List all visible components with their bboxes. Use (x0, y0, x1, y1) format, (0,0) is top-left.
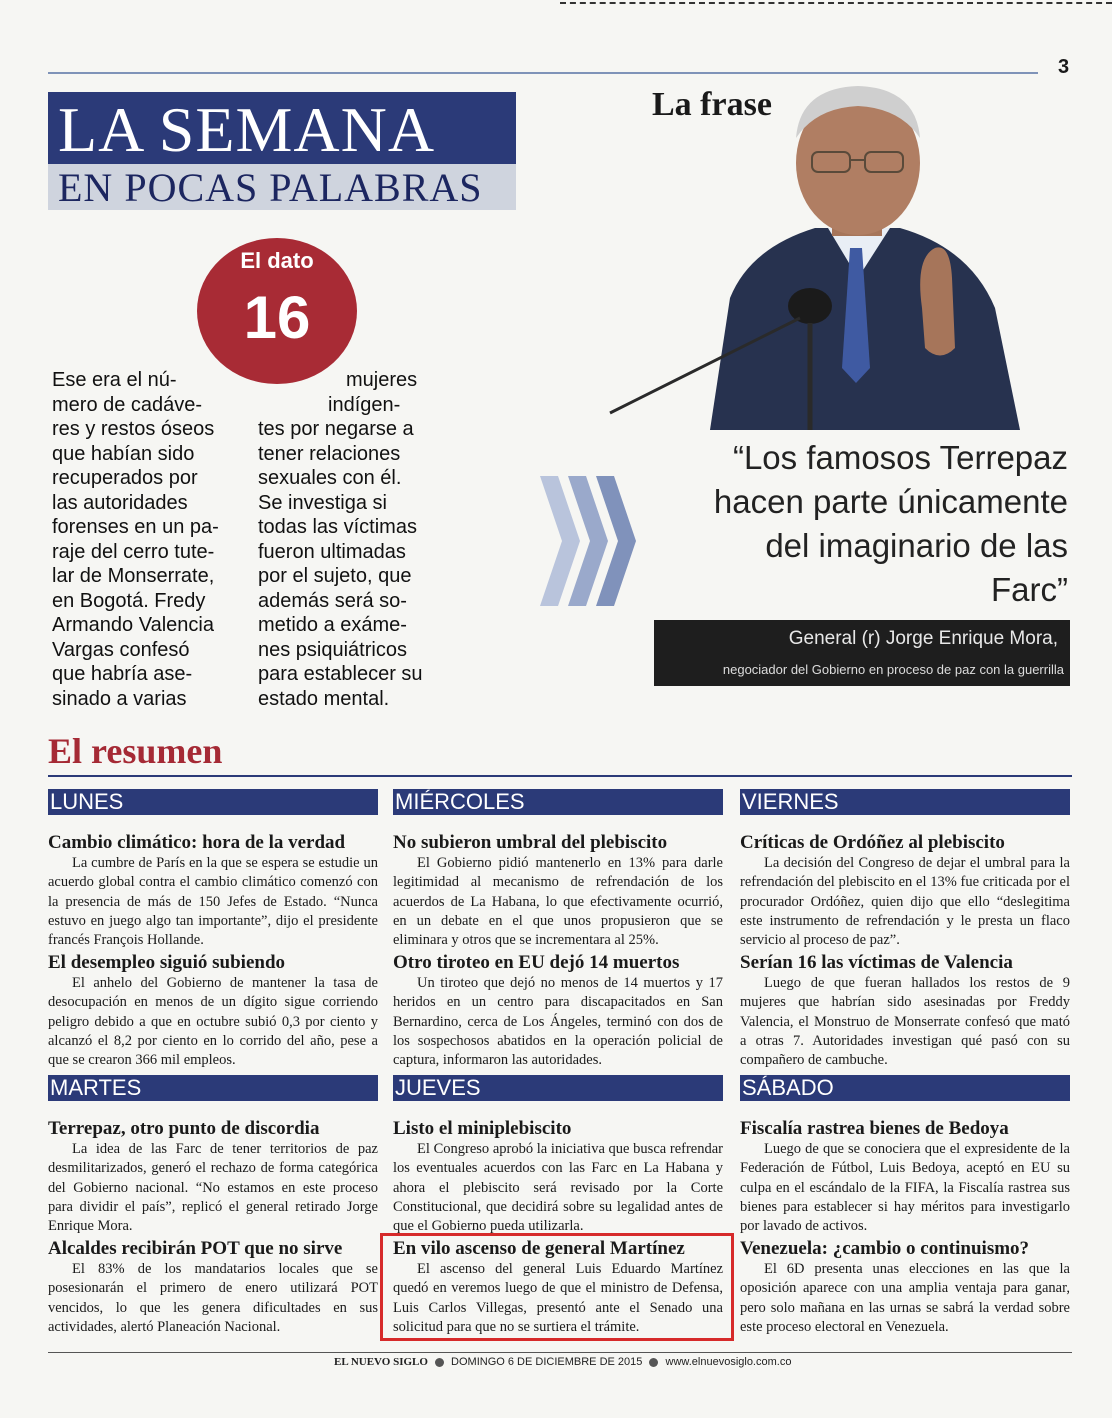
resumen-rule (48, 775, 1072, 777)
dato-value: 16 (243, 284, 311, 351)
story-headline: Fiscalía rastrea bienes de Bedoya (740, 1118, 1009, 1139)
footer (334, 1356, 791, 1368)
dato-text-line: raje del cerro tute- (52, 540, 215, 563)
frase-label: La frase (652, 86, 772, 123)
footer-rule (48, 1352, 1072, 1353)
dato-text-line: tes por negarse a (258, 418, 414, 440)
dato-text-line: que habría ase- (52, 663, 193, 685)
dato-text-line: Se investiga si (258, 491, 387, 514)
story-body: La cumbre de París en la que se espera se estudie un acuerdo global contra el cambio climático comenzó con la presencia de más de 150 Jefes de Estado. “Nunca estuvo en juego algo tan importante”, dijo el presidente francés François Hollande. (48, 855, 378, 949)
dato-text-line: indígen- (328, 393, 401, 416)
story-headline: Cambio climático: hora de la verdad (48, 832, 346, 853)
story-body: El Gobierno pidió mantenerlo en 13% para darle legitimidad al mecanismo de refrendación de los acuerdos de La Habana, lo que efectivamente ocurrió, en un debate en el que unos propusieron que se eliminara y otros que se incrementara al 25%. (393, 855, 723, 949)
story-headline: Terrepaz, otro punto de discordia (48, 1118, 320, 1139)
speaker-photo (600, 78, 1070, 430)
story-headline: Listo el miniplebiscito (393, 1118, 572, 1139)
quote-line: hacen parte únicamente (713, 483, 1068, 520)
story-body: El 6D presenta unas elecciones en las que la oposición aparece con una amplia ventaja para ganar, pero solo mañana en las urnas se sabrá la verdad sobre este proceso electoral en Venezuela. (740, 1261, 1070, 1335)
footer-dot-icon (435, 1358, 444, 1367)
story-headline: En vilo ascenso de general Martínez (393, 1238, 685, 1259)
story-headline: Críticas de Ordóñez al plebiscito (740, 832, 1005, 853)
story-body: La decisión del Congreso de dejar el umbral para la refrendación del plebiscito en el 13% fue criticada por el procurador Ordóñez, quien dijo que ello “deslegitima este instrumento de refrendación y le presta un flaco servicio al proceso de paz”. (740, 855, 1070, 949)
dato-text-line: las autoridades (52, 491, 188, 514)
dato-text-line: que habían sido (52, 442, 195, 465)
story-headline: Alcaldes recibirán POT que no sirve (48, 1238, 343, 1259)
dato-text-line: estado mental. (258, 687, 390, 710)
dato-text-line: sinado a varias (52, 687, 187, 710)
story-headline: Otro tiroteo en EU dejó 14 muertos (393, 952, 680, 973)
top-dashed-line (560, 2, 1112, 4)
frase-quote (652, 436, 1068, 612)
quote-line: “Los famosos Terrepaz (732, 439, 1068, 476)
dato-text-line: nes psiquiátricos (258, 638, 407, 661)
dato-text-line: fueron ultimadas (258, 540, 406, 563)
dato-text-line: en Bogotá. Fredy (52, 589, 206, 612)
attribution-role: negociador del Gobierno en proceso de paz con la guerrilla (722, 662, 1064, 677)
attribution-name: General (r) Jorge Enrique Mora, (788, 628, 1058, 649)
chevron-arrows-icon (540, 476, 644, 606)
quote-line: Farc” (991, 571, 1068, 608)
dato-text-line: Ese era el nú- (52, 369, 177, 391)
day-header-miércoles: MIÉRCOLES (393, 789, 723, 815)
dato-text-line: forenses en un pa- (52, 516, 219, 538)
footer-date: DOMINGO 6 DE DICIEMBRE DE 2015 (451, 1356, 643, 1368)
day-header-sábado: SÁBADO (740, 1075, 1070, 1101)
footer-url: www.elnuevosiglo.com.co (665, 1356, 792, 1368)
quote-line: del imaginario de las (765, 527, 1068, 564)
dato-text-line: metido a exáme- (258, 614, 407, 636)
day-header-viernes: VIERNES (740, 789, 1070, 815)
masthead-subtitle: EN POCAS PALABRAS (58, 165, 483, 210)
day-header-jueves: JUEVES (393, 1075, 723, 1101)
dato-text-line: res y restos óseos (52, 418, 215, 440)
footer-dot-icon (649, 1358, 658, 1367)
story-headline: El desempleo siguió subiendo (48, 952, 286, 973)
top-rule (48, 72, 1038, 74)
story-headline: Venezuela: ¿cambio o continuismo? (740, 1238, 1030, 1259)
dato-text-line: recuperados por (52, 467, 198, 489)
masthead (48, 92, 516, 210)
dato-column-2 (258, 368, 458, 713)
story-body: El ascenso del general Luis Eduardo Martínez quedó en veremos luego de que el ministro de Defensa, Luis Carlos Villegas, presentó ante el Senado una solicitud para que no se surtiera el trámite. (393, 1261, 723, 1335)
story-headline: Serían 16 las víctimas de Valencia (740, 952, 1013, 973)
dato-label: El dato (240, 248, 314, 273)
masthead-title: LA SEMANA (58, 94, 436, 165)
dato-text-line: Armando Valencia (52, 614, 214, 636)
day-header-lunes: LUNES (48, 789, 378, 815)
dato-text-line: además será so- (258, 589, 407, 612)
dato-text-line: mujeres (346, 369, 418, 391)
dato-text-line: mero de cadáve- (52, 393, 203, 416)
dato-text-line: tener relaciones (258, 442, 401, 465)
highlight-box (380, 1233, 734, 1341)
dato-text-line: todas las víctimas (258, 516, 417, 538)
footer-logo: EL NUEVO SIGLO (334, 1356, 428, 1368)
story-body: El 83% de los mandatarios locales que se posesionarán el primero de enero utilizará POT vencidos, lo que les genera dificultades en sus actividades, alertó Planeación Nacional. (48, 1261, 378, 1335)
story-body: La idea de las Farc de tener territorios de paz desmilitarizados, generó el rechazo de forma categórica del Gobierno nacional. “No estamos en este proceso para dividir el país”, replicó el general retirado Jorge Enrique Mora. (48, 1141, 378, 1235)
dato-text-line: sexuales con él. (258, 467, 402, 489)
story-body: Luego de que fueran hallados los restos de 9 mujeres que habrían sido asesinadas por Freddy Valencia, el Monstruo de Monserrate confesó que mató a otras 7. Autoridades investigan qué pasó con su compañero de cambuche. (740, 975, 1070, 1069)
page-number: 3 (1058, 56, 1070, 78)
day-header-martes: MARTES (48, 1075, 378, 1101)
story-body: Un tiroteo que dejó no menos de 14 muertos y 17 heridos en un centro para discapacitados en San Bernardino, cerca de Los Ángeles, terminó con dos de los sospechosos abatidos en la operación policial de captura, informaron las autoridades. (393, 975, 723, 1069)
story-body: El anhelo del Gobierno de mantener la tasa de desocupación en menos de un dígito sigue corriendo peligro debido a que en octubre subió 0,3 por ciento y alcanzó el 8,2 por ciento en lo corrido del año, pese a que se crearon 366 mil empleos. (48, 975, 378, 1069)
dato-column-1 (52, 368, 252, 713)
dato-text-line: lar de Monserrate, (52, 565, 215, 587)
dato-text-line: por el sujeto, que (258, 565, 412, 587)
story-body: El Congreso aprobó la iniciativa que busca refrendar los eventuales acuerdos con las Farc en La Habana y ahora el plebiscito será revisado por la Corte Constitucional, que decidirá sobre su legalidad antes de que el Gobierno pueda utilizarla. (393, 1141, 723, 1235)
dato-text-line: Vargas confesó (52, 638, 190, 661)
story-headline: No subieron umbral del plebiscito (393, 832, 668, 853)
dato-text-line: para establecer su (258, 663, 423, 685)
resumen-title: El resumen (48, 731, 223, 771)
story-body: Luego de que se conociera que el expresidente de la Federación de Fútbol, Luis Bedoya, aceptó en EU su culpa en el escándalo de la FIFA, la Fiscalía rastrea sus bienes para establecer si hay méritos para investigarlo por lavado de activos. (740, 1141, 1070, 1235)
